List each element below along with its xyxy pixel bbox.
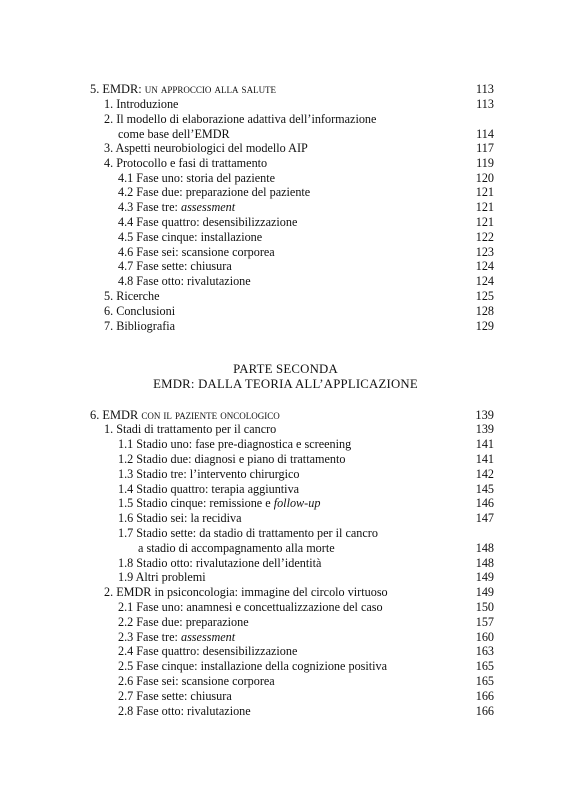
page-number: 117	[476, 141, 494, 155]
chapter-number: 5.	[90, 82, 100, 96]
entry-label: 4.6 Fase sei: scansione corporea	[118, 245, 275, 259]
entry-label: 1.4 Stadio quattro: terapia aggiuntiva	[118, 482, 300, 496]
chapter-subtitle: con il paziente oncologico	[138, 408, 280, 422]
page-number: 149	[475, 585, 494, 599]
entry-label: 6. Conclusioni	[104, 304, 176, 318]
entry-label: 1.7 Stadio sette: da stadio di trattamento per il cancro	[118, 526, 378, 540]
entry-label: 1.3 Stadio tre: l’intervento chirurgico	[118, 467, 300, 481]
page-number: 114	[476, 127, 494, 141]
page-number: 123	[475, 245, 494, 259]
entry-label: 2.4 Fase quattro: desensibilizzazione	[118, 644, 298, 658]
page-number: 149	[475, 570, 494, 584]
page-number: 166	[475, 704, 494, 718]
page-number: 125	[475, 289, 494, 303]
entry-label: 1.8 Stadio otto: rivalutazione dell’identità	[118, 556, 322, 570]
page-number: 148	[475, 556, 494, 570]
entry-label: 2. EMDR in psiconcologia: immagine del circolo virtuoso	[104, 585, 388, 599]
page-number: 148	[475, 541, 494, 555]
part-subtitle: EMDR: DALLA TEORIA ALL’APPLICAZIONE	[153, 377, 418, 391]
page-number: 139	[475, 408, 494, 422]
entry-label: 4.3 Fase tre: assessment	[118, 200, 236, 214]
entry-label: a stadio di accompagnamento alla morte	[138, 541, 335, 555]
entry-label: 1. Stadi di trattamento per il cancro	[104, 422, 277, 436]
entry-label: 4. Protocollo e fasi di trattamento	[104, 156, 268, 170]
page-number: 120	[475, 171, 494, 185]
page-number: 163	[475, 644, 494, 658]
page-number: 124	[475, 274, 494, 288]
page-number: 147	[475, 511, 494, 525]
page-number: 150	[475, 600, 494, 614]
page-number: 139	[475, 422, 494, 436]
entry-label: 2.5 Fase cinque: installazione della cognizione positiva	[118, 659, 388, 673]
entry-label: 1.1 Stadio uno: fase pre-diagnostica e screening	[118, 437, 352, 451]
chapter-number: 6.	[90, 408, 100, 422]
page-number: 142	[475, 467, 494, 481]
entry-label: 4.1 Fase uno: storia del paziente	[118, 171, 276, 185]
page-number: 121	[475, 215, 494, 229]
chapter-title: EMDR	[102, 408, 139, 422]
page-number: 113	[475, 82, 494, 96]
page-number: 113	[476, 97, 494, 111]
page-number: 128	[475, 304, 494, 318]
entry-label: 2.8 Fase otto: rivalutazione	[118, 704, 251, 718]
page-number: 160	[475, 630, 494, 644]
page-number: 121	[475, 185, 494, 199]
entry-label: 4.4 Fase quattro: desensibilizzazione	[118, 215, 298, 229]
page-number: 166	[475, 689, 494, 703]
entry-label: 2.6 Fase sei: scansione corporea	[118, 674, 275, 688]
entry-label: 4.7 Fase sette: chiusura	[118, 259, 232, 273]
entry-label: 3. Aspetti neurobiologici del modello AIP	[104, 141, 308, 155]
page-number: 157	[475, 615, 494, 629]
page-number: 129	[475, 319, 494, 333]
entry-label: 2. Il modello di elaborazione adattiva dell’informazione	[104, 112, 377, 126]
entry-label: 4.5 Fase cinque: installazione	[118, 230, 263, 244]
chapter-subtitle: : un approccio alla salute	[138, 82, 277, 96]
entry-label: come base dell’EMDR	[118, 127, 230, 141]
page-number: 141	[475, 452, 494, 466]
entry-label: 2.1 Fase uno: anamnesi e concettualizzazione del caso	[118, 600, 383, 614]
page-number: 141	[475, 437, 494, 451]
entry-label: 1. Introduzione	[104, 97, 179, 111]
entry-label: 5. Ricerche	[104, 289, 160, 303]
page-number: 119	[476, 156, 494, 170]
page-number: 122	[475, 230, 494, 244]
entry-label: 2.7 Fase sette: chiusura	[118, 689, 232, 703]
page-number: 165	[475, 674, 494, 688]
page-number: 145	[475, 482, 494, 496]
entry-label: 1.6 Stadio sei: la recidiva	[118, 511, 242, 525]
part-title: PARTE SECONDA	[233, 362, 338, 376]
entry-label: 2.2 Fase due: preparazione	[118, 615, 249, 629]
entry-label: 1.2 Stadio due: diagnosi e piano di trattamento	[118, 452, 346, 466]
page-number: 165	[475, 659, 494, 673]
entry-label: 1.9 Altri problemi	[118, 570, 206, 584]
page-number: 146	[475, 496, 494, 510]
entry-label: 2.3 Fase tre: assessment	[118, 630, 236, 644]
entry-label: 4.8 Fase otto: rivalutazione	[118, 274, 251, 288]
chapter-title: EMDR	[102, 82, 139, 96]
page-number: 121	[475, 200, 494, 214]
entry-label: 1.5 Stadio cinque: remissione e follow-up	[118, 496, 321, 510]
page-number: 124	[475, 259, 494, 273]
entry-label: 4.2 Fase due: preparazione del paziente	[118, 185, 311, 199]
entry-label: 7. Bibliografia	[104, 319, 176, 333]
